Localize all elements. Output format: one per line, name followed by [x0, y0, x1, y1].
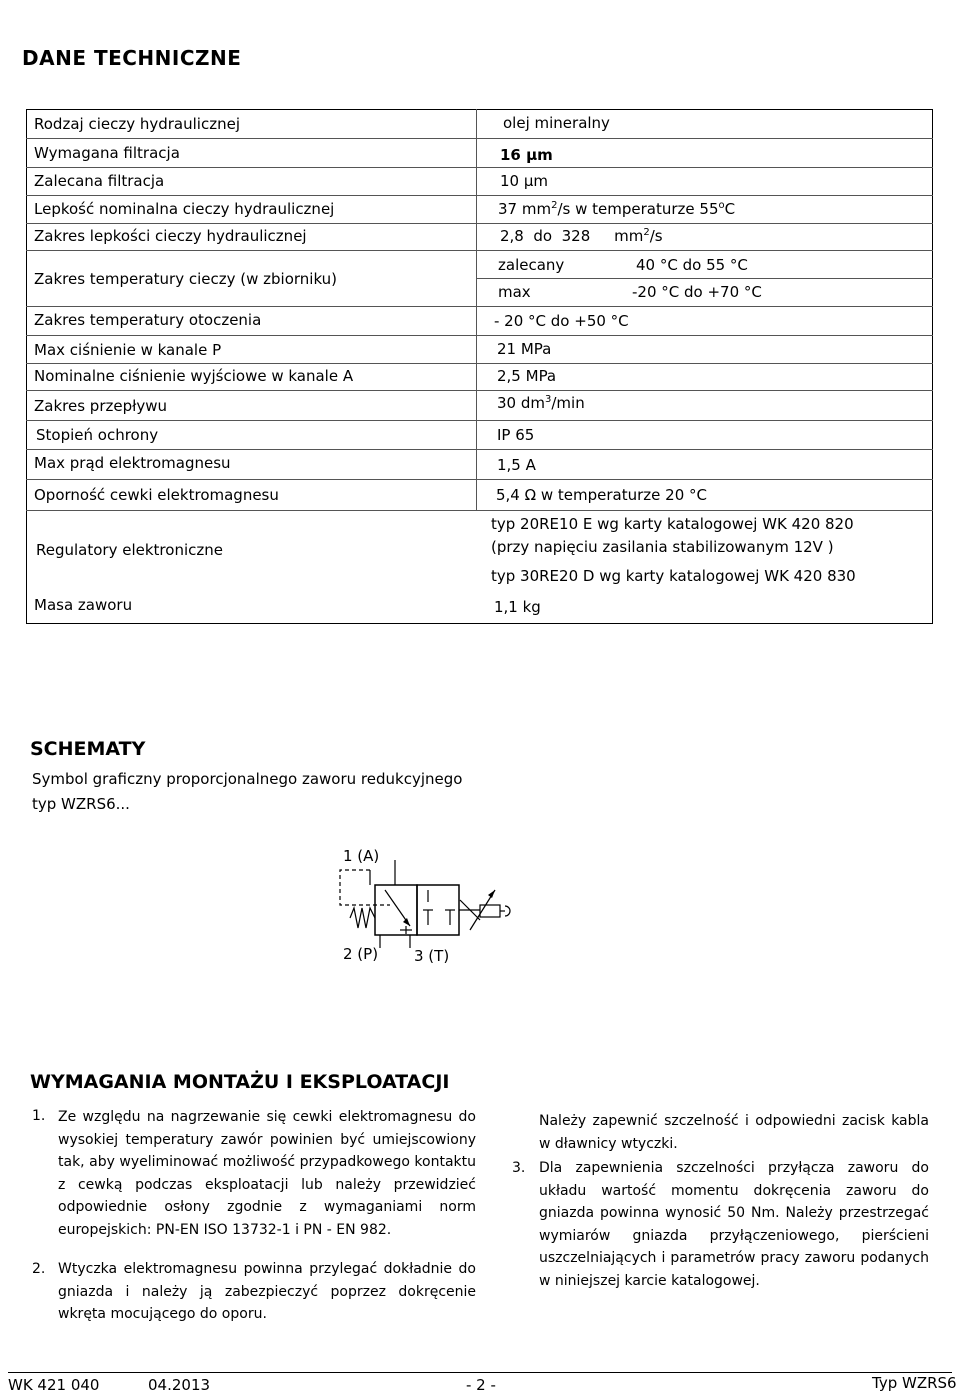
- port-label-t: 3 (T): [414, 947, 450, 965]
- page-title: DANE TECHNICZNE: [22, 46, 242, 70]
- row-divider: [26, 420, 933, 421]
- spec-value-filtration-recommended: 10 µm: [500, 172, 549, 190]
- footer-date: 04.2013: [148, 1376, 211, 1394]
- spec-label-flow-range: Zakres przepływu: [34, 397, 168, 415]
- spec-label-fluid-temp: Zakres temperatury cieczy (w zbiorniku): [34, 270, 338, 288]
- row-divider: [26, 449, 933, 450]
- footer-divider: [8, 1372, 952, 1373]
- footer-doc-number: WK 421 040: [8, 1376, 100, 1394]
- spec-sub-max: max: [498, 283, 531, 301]
- spec-value-max-current: 1,5 A: [497, 456, 536, 474]
- spec-value-temp-max: -20 °C do +70 °C: [632, 283, 762, 301]
- spec-value-filtration-required: 16 µm: [500, 146, 553, 164]
- footer-page-number: - 2 -: [466, 1376, 496, 1394]
- row-divider: [26, 363, 933, 364]
- spec-label-filtration-recommended: Zalecana filtracja: [34, 172, 165, 190]
- spec-value-regulators-3: typ 30RE20 D wg karty katalogowej WK 420 830: [491, 567, 856, 585]
- port-label-a: 1 (A): [343, 847, 380, 865]
- spec-value-flow-range: 30 $dm^3/\min$: [497, 394, 585, 412]
- row-divider: [26, 510, 933, 511]
- schematy-desc-line1: Symbol graficzny proporcjonalnego zaworu redukcyjnego: [32, 770, 463, 788]
- spec-value-nominal-output: 2,5 MPa: [497, 367, 557, 385]
- item2-text: Wtyczka elektromagnesu powinna przylegać dokładnie do gniazda i należy ją zabezpieczyć poprzez dokręcenie wkręta mocującego do oporu.: [58, 1261, 476, 1322]
- spec-value-fluid: olej mineralny: [503, 114, 610, 132]
- item3-number: 3.: [512, 1160, 526, 1176]
- spec-value-max-pressure: 21 MPa: [497, 340, 552, 358]
- row-divider: [26, 250, 933, 251]
- row-divider: [476, 278, 933, 279]
- spec-label-nominal-output: Nominalne ciśnienie wyjściowe w kanale A: [34, 367, 354, 385]
- spec-label-max-pressure: Max ciśnienie w kanale P: [34, 341, 222, 359]
- valve-symbol-diagram: [300, 860, 530, 950]
- row-divider: [26, 223, 933, 224]
- footer-type: Typ WZRS6: [872, 1374, 957, 1392]
- spec-label-max-current: Max prąd elektromagnesu: [34, 454, 231, 472]
- spec-value-coil-resistance: 5,4 Ω w temperaturze 20 °C: [496, 486, 707, 504]
- spec-label-coil-resistance: Oporność cewki elektromagnesu: [34, 486, 279, 504]
- item3-text: Dla zapewnienia szczelności przyłącza zaworu do układu wartość momentu dokręcenia zaworu do gniazda powinna wynosić 50 Nm. Należy przestrzegać wymiarów gniazda przyłączeniowego, pierścieni uszczelniających i parametrów pracy zaworu podanych w niniejszej karcie katalogowej.: [539, 1160, 929, 1289]
- spec-value-ambient-temp: - 20 °C do +50 °C: [494, 312, 629, 330]
- row-divider: [26, 479, 933, 480]
- spec-label-protection: Stopień ochrony: [36, 426, 159, 444]
- row-divider: [26, 195, 933, 196]
- schematy-heading: SCHEMATY: [30, 738, 146, 760]
- spec-value-temp-recommended: 40 °C do 55 °C: [636, 256, 748, 274]
- spec-label-fluid: Rodzaj cieczy hydraulicznej: [34, 115, 240, 133]
- row-divider: [26, 167, 933, 168]
- row-divider: [26, 335, 933, 336]
- item1-text: Ze względu na nagrzewanie się cewki elektromagnesu do wysokiej temperatury zawór powinien być umiejscowiony tak, aby wyeliminować możliwość przypadkowego kontaktu z cewką podczas eksploatacji lub należy przewidzieć odpowiednie osłony zgodnie z wymaganiami norm europejskich: PN-EN ISO 13732-1 i PN - EN 982.: [58, 1109, 476, 1238]
- item2-continued-text: Należy zapewnić szczelność i odpowiedni zacisk kabla w dławnicy wtyczki.: [539, 1113, 929, 1152]
- item2-number: 2.: [32, 1261, 46, 1277]
- spec-label-mass: Masa zaworu: [34, 596, 133, 614]
- spec-label-filtration-required: Wymagana filtracja: [34, 144, 180, 162]
- row-divider: [26, 306, 933, 307]
- row-divider: [26, 390, 933, 391]
- spec-label-ambient-temp: Zakres temperatury otoczenia: [34, 311, 262, 329]
- spec-value-regulators-1: typ 20RE10 E wg karty katalogowej WK 420 820: [491, 515, 854, 533]
- spec-label-regulators: Regulatory elektroniczne: [36, 541, 223, 559]
- spec-value-viscosity-range: 2,8 do 328 $mm^2/s$: [500, 227, 663, 245]
- port-label-p: 2 (P): [343, 945, 379, 963]
- spec-value-mass: 1,1 kg: [494, 598, 541, 616]
- spec-value-viscosity-nominal: 37 $mm^2/s$ w temperaturze 55$^o$C: [498, 200, 736, 218]
- spec-label-viscosity-nominal: Lepkość nominalna cieczy hydraulicznej: [34, 200, 335, 218]
- spec-value-protection: IP 65: [497, 426, 535, 444]
- schematy-desc-line2: typ WZRS6...: [32, 795, 130, 813]
- spec-sub-recommended: zalecany: [498, 256, 565, 274]
- item1-number: 1.: [32, 1108, 46, 1124]
- spec-value-regulators-2: (przy napięciu zasilania stabilizowanym 12V ): [491, 538, 834, 556]
- spec-label-viscosity-range: Zakres lepkości cieczy hydraulicznej: [34, 227, 307, 245]
- montaz-heading: WYMAGANIA MONTAŻU I EKSPLOATACJI: [30, 1071, 450, 1093]
- row-divider: [26, 138, 933, 139]
